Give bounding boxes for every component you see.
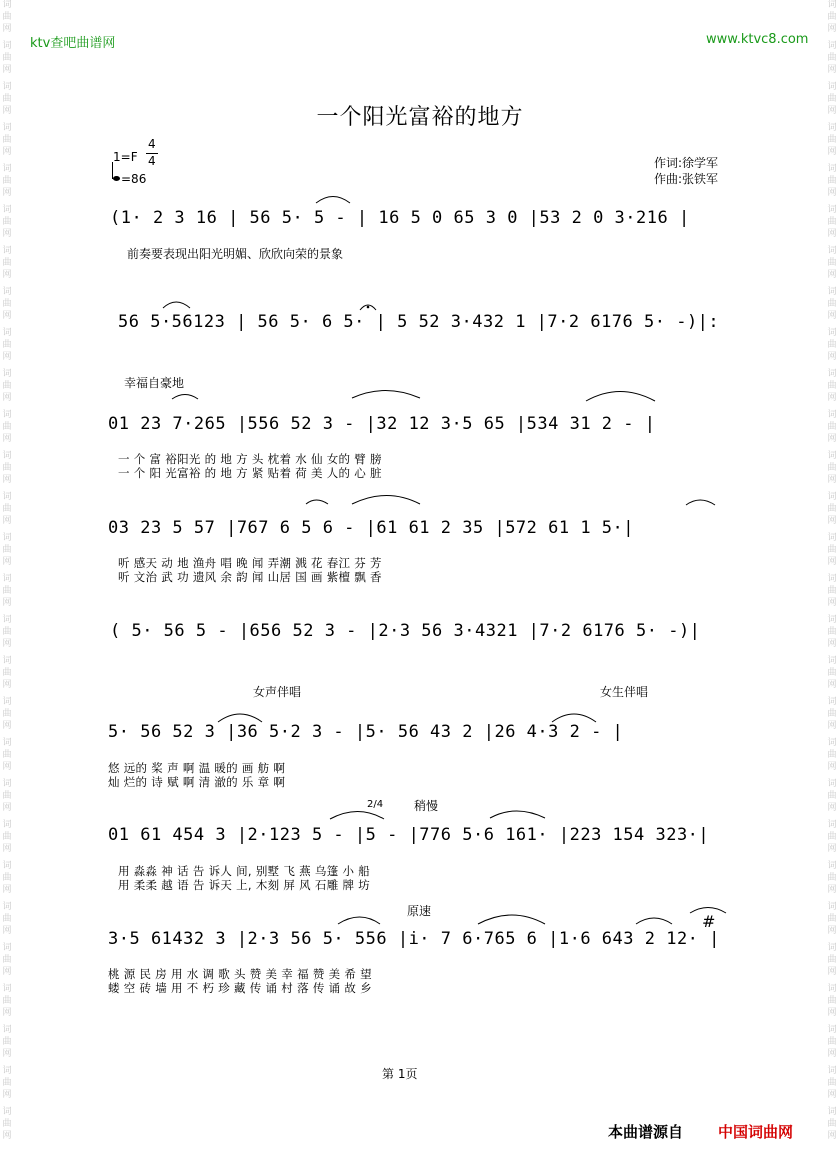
watermark-gap xyxy=(1,569,13,573)
watermark-char: 曲 xyxy=(827,873,837,883)
watermark-char: 网 xyxy=(2,311,12,321)
watermark-char: 网 xyxy=(2,1049,12,1059)
watermark-char: 曲 xyxy=(2,1119,12,1129)
watermark-char: 网 xyxy=(827,516,837,526)
tempo-slow-mark: 稍慢 xyxy=(414,799,439,813)
watermark-char: 网 xyxy=(827,885,837,895)
watermark-char: 曲 xyxy=(2,1037,12,1047)
watermark-char: 曲 xyxy=(2,873,12,883)
watermark-gap xyxy=(826,610,838,614)
watermark-char: 曲 xyxy=(827,832,837,842)
watermark-char: 词 xyxy=(2,410,12,420)
watermark-char: 曲 xyxy=(827,135,837,145)
watermark-char: 词 xyxy=(827,574,837,584)
watermark-char: 网 xyxy=(2,1008,12,1018)
watermark-char: 词 xyxy=(2,451,12,461)
watermark-char: 网 xyxy=(2,1131,12,1141)
watermark-char: 网 xyxy=(2,1090,12,1100)
watermark-gap xyxy=(826,487,838,491)
lyricist-credit: 作词:徐学军 xyxy=(654,156,719,170)
prelude-instruction: 前奏要表现出阳光明媚、欣欣向荣的景象 xyxy=(127,247,344,261)
notation-line-5: ( 5· 56 5 - |656 52 3 - |2·3 56 3·4321 |7·2 6176 5· -)| xyxy=(110,621,701,641)
watermark-char: 网 xyxy=(2,762,12,772)
watermark-char: 网 xyxy=(827,557,837,567)
watermark-gap xyxy=(826,569,838,573)
female-chorus-label: 女声伴唱 xyxy=(253,685,302,699)
source-label: 本曲谱源自 xyxy=(608,1123,684,1141)
sharp-sign: # xyxy=(702,912,716,931)
watermark-char: 词 xyxy=(827,1066,837,1076)
watermark-gap xyxy=(1,774,13,778)
watermark-gap xyxy=(826,200,838,204)
watermark-gap xyxy=(826,1102,838,1106)
watermark-char: 词 xyxy=(827,287,837,297)
watermark-char: 词 xyxy=(2,861,12,871)
watermark-char: 网 xyxy=(827,1008,837,1018)
watermark-char: 曲 xyxy=(827,668,837,678)
watermark-char: 词 xyxy=(827,205,837,215)
watermark-char: 网 xyxy=(827,229,837,239)
lyrics-line-7b: 用 柔柔 越 语 告 诉天 上, 木刻 屏 风 石雕 牌 坊 xyxy=(118,878,371,892)
watermark-char: 词 xyxy=(2,164,12,174)
time-change-mark: 2/4 xyxy=(367,799,384,810)
watermark-char: 曲 xyxy=(827,12,837,22)
watermark-char: 网 xyxy=(827,311,837,321)
watermark-char: 词 xyxy=(2,943,12,953)
watermark-char: 网 xyxy=(2,270,12,280)
lyrics-line-4a: 听 感天 动 地 渔舟 唱 晚 闻 弄潮 溅 花 春江 芬 芳 xyxy=(118,556,382,570)
watermark-gap xyxy=(826,979,838,983)
watermark-char: 词 xyxy=(827,943,837,953)
watermark-char: 网 xyxy=(827,967,837,977)
watermark-gap xyxy=(1,405,13,409)
source-site-link[interactable]: 中国词曲网 xyxy=(718,1123,794,1141)
watermark-gap xyxy=(826,897,838,901)
watermark-char: 曲 xyxy=(2,545,12,555)
watermark-char: 词 xyxy=(827,82,837,92)
watermark-gap xyxy=(1,1020,13,1024)
lyrics-line-3b: 一 个 阳 光富裕 的 地 方 紧 贴着 荷 美 人的 心 脏 xyxy=(118,466,382,480)
watermark-gap xyxy=(1,938,13,942)
watermark-char: 曲 xyxy=(827,750,837,760)
watermark-char: 词 xyxy=(2,779,12,789)
watermark-char: 曲 xyxy=(2,914,12,924)
watermark-char: 网 xyxy=(2,516,12,526)
watermark-char: 网 xyxy=(2,352,12,362)
watermark-char: 网 xyxy=(2,475,12,485)
watermark-char: 网 xyxy=(827,926,837,936)
watermark-char: 词 xyxy=(827,410,837,420)
watermark-char: 曲 xyxy=(2,791,12,801)
watermark-char: 词 xyxy=(827,1107,837,1117)
expression-mark: 幸福自豪地 xyxy=(124,376,185,390)
watermark-char: 曲 xyxy=(827,709,837,719)
lyrics-line-8b: 蝼 空 砖 墙 用 不 朽 珍 藏 传 诵 村 落 传 诵 故 乡 xyxy=(108,981,372,995)
watermark-char: 曲 xyxy=(827,299,837,309)
watermark-char: 词 xyxy=(2,615,12,625)
watermark-char: 网 xyxy=(827,352,837,362)
watermark-char: 网 xyxy=(2,229,12,239)
watermark-gap xyxy=(1,1102,13,1106)
watermark-gap xyxy=(826,405,838,409)
watermark-char: 曲 xyxy=(2,176,12,186)
watermark-char: 曲 xyxy=(827,381,837,391)
watermark-char: 词 xyxy=(827,656,837,666)
watermark-char: 曲 xyxy=(827,258,837,268)
watermark-gap xyxy=(1,364,13,368)
watermark-char: 网 xyxy=(2,639,12,649)
watermark-gap xyxy=(1,1143,13,1147)
watermark-char: 曲 xyxy=(827,996,837,1006)
watermark-gap xyxy=(1,159,13,163)
watermark-char: 曲 xyxy=(2,381,12,391)
watermark-char: 曲 xyxy=(2,996,12,1006)
watermark-gap xyxy=(826,77,838,81)
watermark-char: 网 xyxy=(827,147,837,157)
watermark-gap xyxy=(826,938,838,942)
watermark-char: 曲 xyxy=(827,217,837,227)
watermark-char: 词 xyxy=(827,41,837,51)
watermark-char: 词 xyxy=(2,287,12,297)
watermark-gap xyxy=(1,979,13,983)
watermark-char: 词 xyxy=(2,0,12,10)
tempo-return-mark: 原速 xyxy=(407,904,432,918)
notation-line-7: 01 61 454 3 |2·123 5 - |5 - |776 5·6 161· |223 154 323·| xyxy=(108,825,710,845)
watermark-char: 词 xyxy=(827,451,837,461)
watermark-char: 网 xyxy=(2,844,12,854)
watermark-gap xyxy=(1,610,13,614)
watermark-gap xyxy=(826,1061,838,1065)
watermark-char: 词 xyxy=(2,1107,12,1117)
time-signature-bottom: 4 xyxy=(148,154,156,168)
watermark-char: 网 xyxy=(827,844,837,854)
watermark-char: 曲 xyxy=(827,545,837,555)
watermark-char: 词 xyxy=(2,492,12,502)
watermark-char: 词 xyxy=(827,779,837,789)
watermark-char: 词 xyxy=(827,328,837,338)
tempo-marking: =86 xyxy=(121,172,147,186)
notation-line-6: 5· 56 52 3 |36 5·2 3 - |5· 56 43 2 |26 4·3 2 - | xyxy=(108,722,624,742)
watermark-char: 网 xyxy=(827,680,837,690)
watermark-char: 网 xyxy=(827,188,837,198)
watermark-gap xyxy=(1,282,13,286)
composer-credit: 作曲:张铁军 xyxy=(654,172,719,186)
watermark-char: 曲 xyxy=(2,94,12,104)
watermark-char: 网 xyxy=(827,24,837,34)
left-watermark xyxy=(1,0,13,1169)
watermark-char: 词 xyxy=(2,697,12,707)
watermark-char: 曲 xyxy=(827,340,837,350)
site-link-left[interactable]: ktv查吧曲谱网 xyxy=(30,36,116,51)
watermark-char: 词 xyxy=(2,41,12,51)
watermark-gap xyxy=(1,897,13,901)
time-signature-top: 4 xyxy=(148,137,156,151)
watermark-gap xyxy=(1,241,13,245)
watermark-char: 网 xyxy=(827,598,837,608)
lyrics-line-4b: 听 文治 武 功 遗风 余 韵 闻 山居 国 画 紫檀 飘 香 xyxy=(118,570,382,584)
watermark-char: 词 xyxy=(827,615,837,625)
watermark-char: 曲 xyxy=(2,955,12,965)
watermark-char: 曲 xyxy=(2,586,12,596)
watermark-char: 曲 xyxy=(2,463,12,473)
watermark-char: 曲 xyxy=(2,53,12,63)
watermark-gap xyxy=(1,77,13,81)
watermark-gap xyxy=(1,815,13,819)
watermark-char: 曲 xyxy=(2,299,12,309)
watermark-char: 词 xyxy=(2,82,12,92)
watermark-gap xyxy=(1,200,13,204)
watermark-char: 词 xyxy=(827,0,837,10)
notation-line-2: 56 5·56123 | 56 5· 6 5· | 5 52 3·432 1 |7·2 6176 5· -)|: xyxy=(118,312,720,332)
watermark-gap xyxy=(826,733,838,737)
watermark-gap xyxy=(1,446,13,450)
watermark-char: 曲 xyxy=(827,914,837,924)
watermark-gap xyxy=(826,241,838,245)
watermark-char: 曲 xyxy=(827,422,837,432)
watermark-char: 词 xyxy=(2,656,12,666)
watermark-gap xyxy=(1,856,13,860)
watermark-gap xyxy=(826,528,838,532)
watermark-gap xyxy=(826,774,838,778)
watermark-char: 网 xyxy=(2,598,12,608)
lyrics-line-8a: 桃 源 民 房 用 水 调 歌 头 赞 美 幸 福 赞 美 希 望 xyxy=(108,967,372,981)
watermark-char: 曲 xyxy=(827,791,837,801)
watermark-gap xyxy=(826,856,838,860)
watermark-char: 词 xyxy=(827,861,837,871)
watermark-char: 词 xyxy=(827,492,837,502)
watermark-char: 词 xyxy=(827,902,837,912)
watermark-char: 网 xyxy=(2,803,12,813)
watermark-char: 网 xyxy=(2,24,12,34)
watermark-char: 词 xyxy=(827,1025,837,1035)
watermark-char: 网 xyxy=(2,926,12,936)
watermark-gap xyxy=(826,159,838,163)
notation-line-1: (1· 2 3 16 | 56 5· 5 - | 16 5 0 65 3 0 |53 2 0 3·216 | xyxy=(110,208,690,228)
watermark-char: 词 xyxy=(827,697,837,707)
watermark-char: 曲 xyxy=(827,176,837,186)
song-title: 一个阳光富裕的地方 xyxy=(316,105,524,130)
watermark-char: 网 xyxy=(827,393,837,403)
watermark-gap xyxy=(826,692,838,696)
watermark-char: 词 xyxy=(827,246,837,256)
watermark-char: 曲 xyxy=(2,340,12,350)
watermark-char: 网 xyxy=(2,106,12,116)
watermark-char: 网 xyxy=(2,434,12,444)
watermark-char: 词 xyxy=(2,533,12,543)
watermark-char: 曲 xyxy=(827,1119,837,1129)
watermark-char: 网 xyxy=(827,1049,837,1059)
watermark-char: 曲 xyxy=(2,258,12,268)
watermark-char: 词 xyxy=(2,738,12,748)
watermark-char: 曲 xyxy=(2,1078,12,1088)
watermark-char: 词 xyxy=(2,246,12,256)
watermark-gap xyxy=(826,815,838,819)
watermark-char: 网 xyxy=(2,721,12,731)
watermark-char: 词 xyxy=(827,820,837,830)
watermark-char: 词 xyxy=(2,1025,12,1035)
watermark-gap xyxy=(826,282,838,286)
watermark-char: 曲 xyxy=(827,627,837,637)
key-signature: 1=F xyxy=(113,150,138,164)
watermark-char: 词 xyxy=(2,328,12,338)
watermark-char: 词 xyxy=(2,123,12,133)
watermark-char: 词 xyxy=(827,164,837,174)
watermark-char: 曲 xyxy=(827,586,837,596)
watermark-gap xyxy=(826,651,838,655)
watermark-char: 网 xyxy=(827,1131,837,1141)
notation-line-3: 01 23 7·265 |556 52 3 - |32 12 3·5 65 |534 31 2 - | xyxy=(108,414,656,434)
watermark-char: 词 xyxy=(2,574,12,584)
watermark-char: 曲 xyxy=(2,135,12,145)
notation-line-8: 3·5 61432 3 |2·3 56 5· 556 |i· 7 6·765 6 |1·6 643 2 12· | xyxy=(108,929,720,949)
watermark-char: 曲 xyxy=(2,709,12,719)
site-link-right[interactable]: www.ktvc8.com xyxy=(706,32,809,47)
watermark-char: 网 xyxy=(2,557,12,567)
watermark-char: 曲 xyxy=(827,504,837,514)
watermark-char: 词 xyxy=(2,1066,12,1076)
watermark-char: 网 xyxy=(827,65,837,75)
watermark-gap xyxy=(1,733,13,737)
watermark-char: 词 xyxy=(2,205,12,215)
female-chorus-label-2: 女生伴唱 xyxy=(600,685,649,699)
watermark-char: 曲 xyxy=(827,463,837,473)
watermark-char: 网 xyxy=(827,1090,837,1100)
watermark-char: 网 xyxy=(827,434,837,444)
watermark-gap xyxy=(826,364,838,368)
watermark-char: 曲 xyxy=(2,832,12,842)
watermark-char: 网 xyxy=(827,721,837,731)
watermark-char: 曲 xyxy=(827,1078,837,1088)
watermark-char: 曲 xyxy=(827,955,837,965)
watermark-char: 曲 xyxy=(2,668,12,678)
watermark-char: 曲 xyxy=(2,750,12,760)
page-number: 第 1页 xyxy=(382,1067,418,1081)
watermark-gap xyxy=(1,36,13,40)
watermark-char: 词 xyxy=(2,902,12,912)
watermark-gap xyxy=(826,36,838,40)
watermark-char: 曲 xyxy=(2,217,12,227)
watermark-gap xyxy=(1,651,13,655)
watermark-char: 网 xyxy=(2,65,12,75)
watermark-gap xyxy=(1,1061,13,1065)
right-watermark xyxy=(826,0,838,1169)
watermark-gap xyxy=(1,528,13,532)
watermark-gap xyxy=(826,1143,838,1147)
watermark-char: 网 xyxy=(2,680,12,690)
lyrics-line-6a: 悠 远的 桨 声 啊 温 暖的 画 舫 啊 xyxy=(108,761,286,775)
watermark-char: 网 xyxy=(2,885,12,895)
watermark-char: 词 xyxy=(827,369,837,379)
watermark-char: 网 xyxy=(827,270,837,280)
watermark-char: 网 xyxy=(2,967,12,977)
watermark-char: 曲 xyxy=(2,627,12,637)
watermark-char: 网 xyxy=(2,147,12,157)
watermark-char: 词 xyxy=(827,738,837,748)
watermark-char: 网 xyxy=(827,106,837,116)
watermark-char: 词 xyxy=(827,533,837,543)
watermark-char: 网 xyxy=(827,639,837,649)
watermark-char: 网 xyxy=(827,762,837,772)
watermark-char: 词 xyxy=(2,369,12,379)
watermark-char: 网 xyxy=(2,393,12,403)
lyrics-line-3a: 一 个 富 裕阳光 的 地 方 头 枕着 水 仙 女的 臂 膀 xyxy=(118,452,382,466)
notation-line-4: 03 23 5 57 |767 6 5 6 - |61 61 2 35 |572 61 1 5·| xyxy=(108,518,635,538)
lyrics-line-7a: 用 淼淼 神 话 告 诉人 间, 别墅 飞 燕 乌篷 小 船 xyxy=(118,864,371,878)
watermark-char: 网 xyxy=(2,188,12,198)
lyrics-line-6b: 灿 烂的 诗 赋 啊 清 澈的 乐 章 啊 xyxy=(108,775,286,789)
watermark-char: 词 xyxy=(2,984,12,994)
watermark-char: 曲 xyxy=(2,422,12,432)
watermark-char: 曲 xyxy=(827,94,837,104)
watermark-gap xyxy=(1,323,13,327)
watermark-char: 词 xyxy=(2,820,12,830)
quarter-note-head-icon xyxy=(113,176,120,181)
watermark-char: 词 xyxy=(827,123,837,133)
watermark-char: 词 xyxy=(827,984,837,994)
watermark-gap xyxy=(826,323,838,327)
watermark-gap xyxy=(826,446,838,450)
watermark-char: 曲 xyxy=(2,504,12,514)
watermark-gap xyxy=(826,1020,838,1024)
watermark-char: 网 xyxy=(827,803,837,813)
watermark-gap xyxy=(1,487,13,491)
watermark-gap xyxy=(1,692,13,696)
watermark-char: 曲 xyxy=(827,1037,837,1047)
watermark-char: 曲 xyxy=(2,12,12,22)
watermark-char: 曲 xyxy=(827,53,837,63)
watermark-char: 网 xyxy=(827,475,837,485)
